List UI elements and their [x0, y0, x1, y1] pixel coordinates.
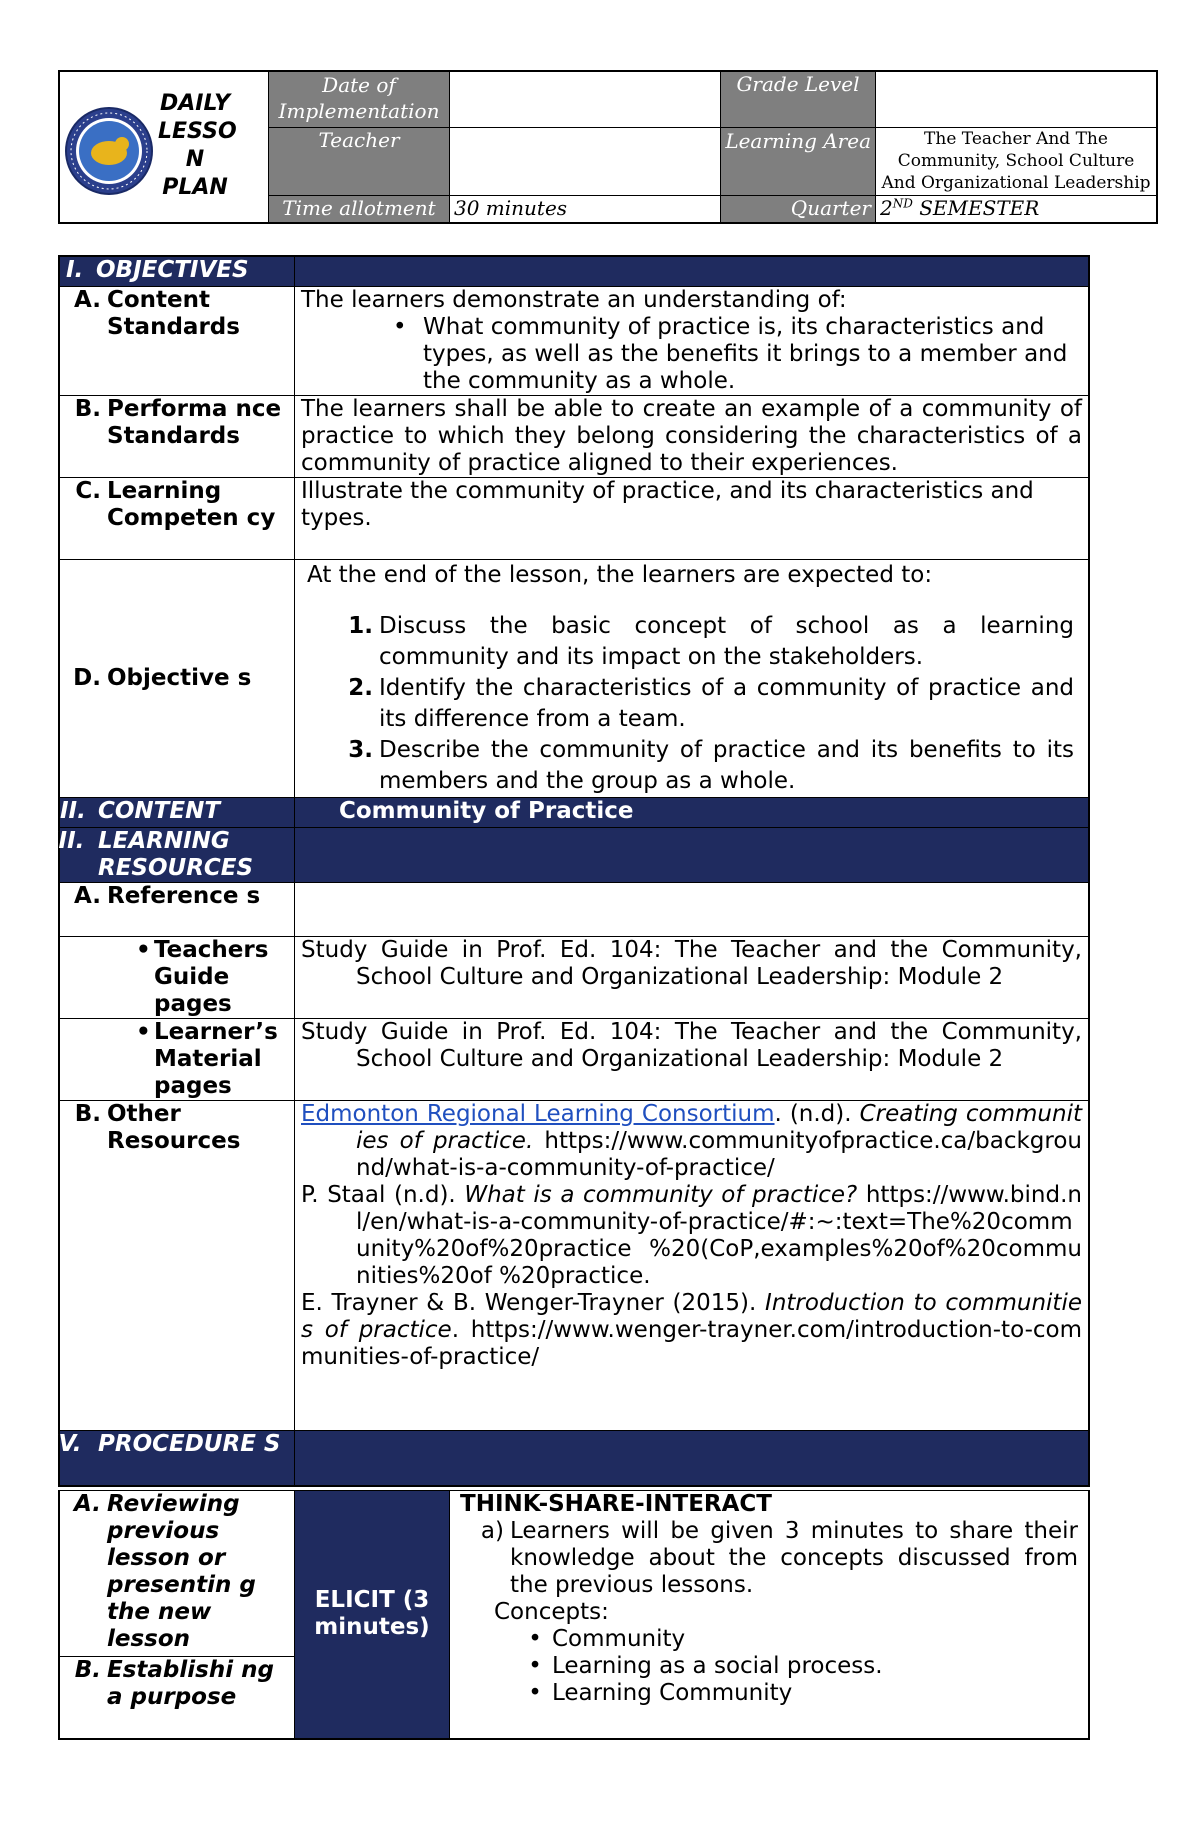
objectives-row: D. Objective s At the end of the lesson, the learners are expected to: 1. Discuss the basic concept of school as a learning community and its impact on the stakeholders. 2. Identify the characteristics of a community of practice and its difference from a team. 3. Describe the community of practice and its benefits to its members and the group as a whole. — [59, 559, 1089, 797]
bullet-icon: • — [528, 1626, 542, 1652]
school-seal-icon — [64, 106, 154, 196]
content-standards-bullet: What community of practice is, its characteristics and types, as well as the benefits it brings to a member and the community as a whole. — [423, 313, 1068, 394]
other-resource-3: E. Trayner & B. Wenger-Trayner (2015). Introduction to communities of practice. https://www.wenger-trayner.com/introduction-to-communities-of-practice/ — [301, 1289, 1082, 1370]
teachers-guide-row — [59, 936, 1089, 1018]
date-value — [450, 71, 721, 127]
learners-material-label: Learner’s Material pages — [154, 1018, 278, 1099]
content-standards-row: A. Content Standards The learners demonstrate an understanding of: • What community of practice is, its characteristics and types, as well as the benefits it brings to a member and the community as a whole. — [59, 286, 1089, 395]
date-label: Date of Implementation — [269, 71, 450, 127]
learning-competency-text: Illustrate the community of practice, and its characteristics and types. — [295, 477, 1090, 559]
bullet-icon: • — [393, 313, 407, 340]
grade-label: Grade Level — [721, 71, 876, 127]
teacher-value — [450, 127, 721, 195]
bullet-icon: • — [528, 1680, 542, 1706]
list-item: • Learning Community — [518, 1680, 1078, 1707]
performance-standards-label: Performa nce Standards — [107, 395, 282, 449]
activity-item: Learners will be given 3 minutes to share their knowledge about the concepts discussed from the previous lessons. — [510, 1518, 1078, 1598]
objectives-header: I. OBJECTIVES — [59, 256, 1089, 286]
other-resource-2: P. Staal (n.d). What is a community of practice? https://www.bind.nl/en/what-is-a-community-of-practice/#:~:text=The%20community%20of%20practice %20(CoP,examples%20of%20communities%20of %20practice. — [301, 1181, 1082, 1289]
purpose-row-label: B. Establishi ng a purpose — [59, 1657, 295, 1739]
header-table — [58, 70, 1158, 224]
list-item: • Learning as a social process. — [518, 1653, 1078, 1680]
learning-competency-label: Learning Competen cy — [107, 477, 276, 531]
learning-resources-label: LEARNING RESOURCES — [98, 827, 254, 881]
objectives-intro: At the end of the lesson, the learners are expected to: — [307, 561, 933, 588]
content-header: II. CONTENT Community of Practice — [59, 797, 1089, 827]
elicit-cell: ELICIT (3 minutes) — [295, 1491, 450, 1739]
objectives-title: OBJECTIVES — [96, 257, 249, 283]
objectives-label: Objective s — [107, 664, 252, 691]
procedures-label: PROCEDURE S — [98, 1430, 281, 1457]
procedures-header: IV. PROCEDURE S — [59, 1430, 1089, 1486]
learners-material-value: Study Guide in Prof. Ed. 104: The Teacher and the Community, School Culture and Organizational Leadership: Module 2 — [301, 1018, 1082, 1072]
learning-resources-header: III. LEARNING RESOURCES — [59, 827, 1089, 882]
activity-title: THINK-SHARE-INTERACT — [460, 1491, 772, 1517]
reviewing-row-label: A. Reviewing previous lesson or presentin g the new lesson — [59, 1491, 295, 1657]
content-value: Community of Practice — [295, 797, 1090, 827]
references-label: Reference s — [107, 882, 261, 909]
content-standards-intro: The learners demonstrate an understanding of: — [301, 286, 847, 313]
learners-material-row — [59, 1018, 1089, 1100]
concepts-list — [460, 1626, 1078, 1707]
teacher-label: Teacher — [269, 127, 450, 195]
other-resource-1: Edmonton Regional Learning Consortium. (n.d). Creating communities of practice. https://www.communityofpractice.ca/background/what-is-a-community-of-practice/ — [301, 1100, 1082, 1181]
list-item: • Community — [518, 1626, 1078, 1653]
learning-competency-row: C. Learning Competen cy Illustrate the community of practice, and its characteristics and types. — [59, 477, 1089, 559]
bullet-icon: • — [528, 1653, 542, 1679]
objective-item: Describe the community of practice and its benefits to its members and the group as a whole. — [379, 736, 1074, 794]
content-label: CONTENT — [98, 797, 221, 824]
teachers-guide-value: Study Guide in Prof. Ed. 104: The Teacher and the Community, School Culture and Organizational Leadership: Module 2 — [301, 936, 1082, 990]
references-row: A. Reference s — [59, 882, 1089, 936]
quarter-value: 2ND SEMESTER — [876, 195, 1158, 223]
dlp-title: DAILY LESSO N PLAN — [158, 91, 237, 200]
other-resources-row: B. Other Resources Edmonton Regional Learning Consortium. (n.d). Creating communities of practice. https://www.communityofpractice.ca/background/what-is-a-community-of-practice/ P. Staal (n.d). What is a community of practice? https://www.bind.nl/en/what-is-a-community-of-practice/#:~:text=The%20community%20of%20practice %20(CoP,examples%20of%20communities%20of %20practice. E. Trayner & B. Wenger-Trayner (2015). Introduction to communities of practice. https://www.wenger-trayner.com/introduction-to-communities-of-practice/ — [59, 1100, 1089, 1430]
bullet-icon: • — [136, 936, 151, 963]
learning-area-value: The Teacher And The Community, School Culture And Organizational Leadership — [876, 127, 1158, 195]
grade-value — [876, 71, 1158, 127]
objective-item: Identify the characteristics of a community of practice and its difference from a team. — [379, 674, 1074, 732]
objective-item: Discuss the basic concept of school as a learning community and its impact on the stakeholders. — [379, 612, 1074, 670]
procedures-table — [58, 1490, 1090, 1740]
time-allotment-label: Time allotment — [269, 195, 450, 223]
performance-standards-text: The learners shall be able to create an example of a community of practice to which they belong considering the characteristics of a community of practice aligned to their experiences. — [295, 395, 1090, 477]
erlc-link[interactable]: Edmonton Regional Learning Consortium — [301, 1100, 775, 1127]
purpose-label: Establishi ng a purpose — [107, 1657, 274, 1710]
quarter-label: Quarter — [721, 195, 876, 223]
reviewing-label: Reviewing previous lesson or presentin g the new lesson — [107, 1491, 256, 1652]
activity-cell: THINK-SHARE-INTERACT a) Learners will be given 3 minutes to share their knowledge about the concepts discussed from the previous lessons. Concepts: • Community • Learning as a social process. • Learning Community — [450, 1491, 1090, 1739]
lesson-plan-table — [50, 255, 1090, 1487]
other-resources-label: Other Resources — [107, 1100, 241, 1154]
learning-area-label: Learning Area — [721, 127, 876, 195]
content-standards-label: Content Standards — [107, 286, 240, 340]
logo-cell — [59, 71, 269, 223]
concepts-label: Concepts: — [494, 1599, 609, 1625]
teachers-guide-label: Teachers Guide pages — [154, 936, 269, 1017]
bullet-icon: • — [136, 1018, 151, 1045]
performance-standards-row: B. Performa nce Standards The learners shall be able to create an example of a community of practice to which they belong considering the characteristics of a community of practice aligned to their experiences. — [59, 395, 1089, 477]
time-allotment-value: 30 minutes — [450, 195, 721, 223]
